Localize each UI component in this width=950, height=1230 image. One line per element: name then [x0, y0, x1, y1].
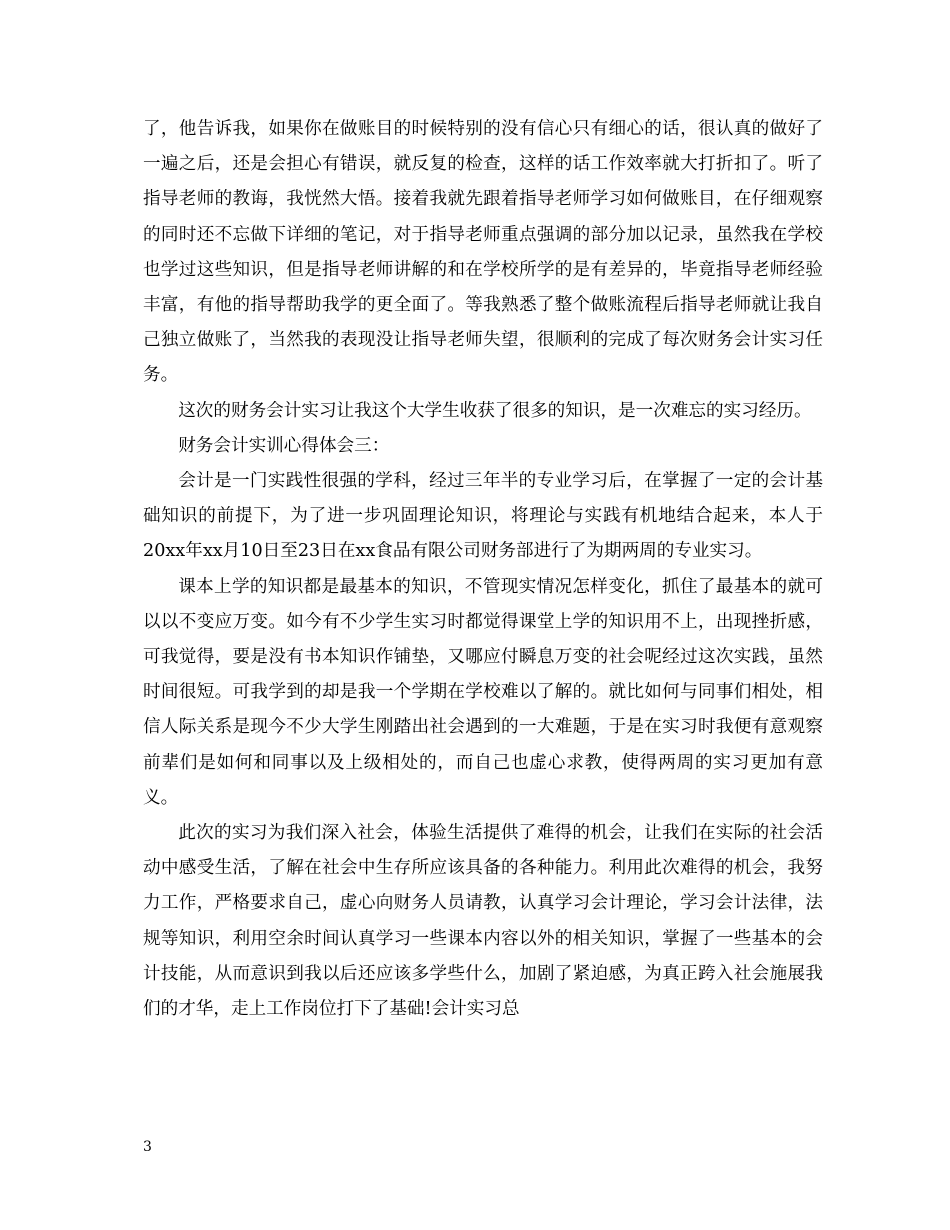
paragraph-continuation: 了，他告诉我，如果你在做账目的时候特别的没有信心只有细心的话，很认真的做好了一遍之后，还是会担心有错误，就反复的检查，这样的话工作效率就大打折扣了。听了指导老师的教诲，我恍然大悟。接着我就先跟着指导老师学习如何做账目，在仔细观察的同时还不忘做下详细的笔记，对于指导老师重点强调的部分加以记录，虽然我在学校也学过这些知识，但是指导老师讲解的和在学校所学的是有差异的，毕竟指导老师经验丰富，有他的指导帮助我学的更全面了。等我熟悉了整个做账流程后指导老师就让我自己独立做账了，当然我的表现没让指导老师失望，很顺利的完成了每次财务会计实习任务。	[143, 119, 823, 386]
page-number: 3	[143, 1139, 152, 1155]
document-body	[143, 112, 823, 1027]
paragraph-knowledge: 课本上学的知识都是最基本的知识，不管现实情况怎样变化，抓住了最基本的就可以以不变应万变。如今有不少学生实习时都觉得课堂上学的知识用不上，出现挫折感，可我觉得，要是没有书本知识作铺垫，又哪应付瞬息万变的社会呢经过这次实践，虽然时间很短。可我学到的却是我一个学期在学校难以了解的。就比如何与同事们相处，相信人际关系是现今不少大学生刚踏出社会遇到的一大难题，于是在实习时我便有意观察前辈们是如何和同事以及上级相处的，而自己也虚心求教，使得两周的实习更加有意义。	[143, 576, 823, 808]
paragraph-conclusion: 这次的财务会计实习让我这个大学生收获了很多的知识，是一次难忘的实习经历。	[178, 400, 812, 421]
paragraph-intro: 会计是一门实践性很强的学科，经过三年半的专业学习后，在掌握了一定的会计基础知识的前提下，为了进一步巩固理论知识，将理论与实践有机地结合起来，本人于20xx年xx月10日至23日在xx食品有限公司财务部进行了为期两周的专业实习。	[143, 471, 823, 562]
paragraph-experience: 此次的实习为我们深入社会，体验生活提供了难得的机会，让我们在实际的社会活动中感受生活，了解在社会中生存所应该具备的各种能力。利用此次难得的机会，我努力工作，严格要求自己，虚心向财务人员请教，认真学习会计理论，学习会计法律，法规等知识，利用空余时间认真学习一些课本内容以外的相关知识，掌握了一些基本的会计技能，从而意识到我以后还应该多学些什么，加剧了紧迫感，为真正跨入社会施展我们的才华，走上工作岗位打下了基础!会计实习总	[143, 823, 823, 1020]
section-heading: 财务会计实训心得体会三：	[178, 435, 390, 456]
